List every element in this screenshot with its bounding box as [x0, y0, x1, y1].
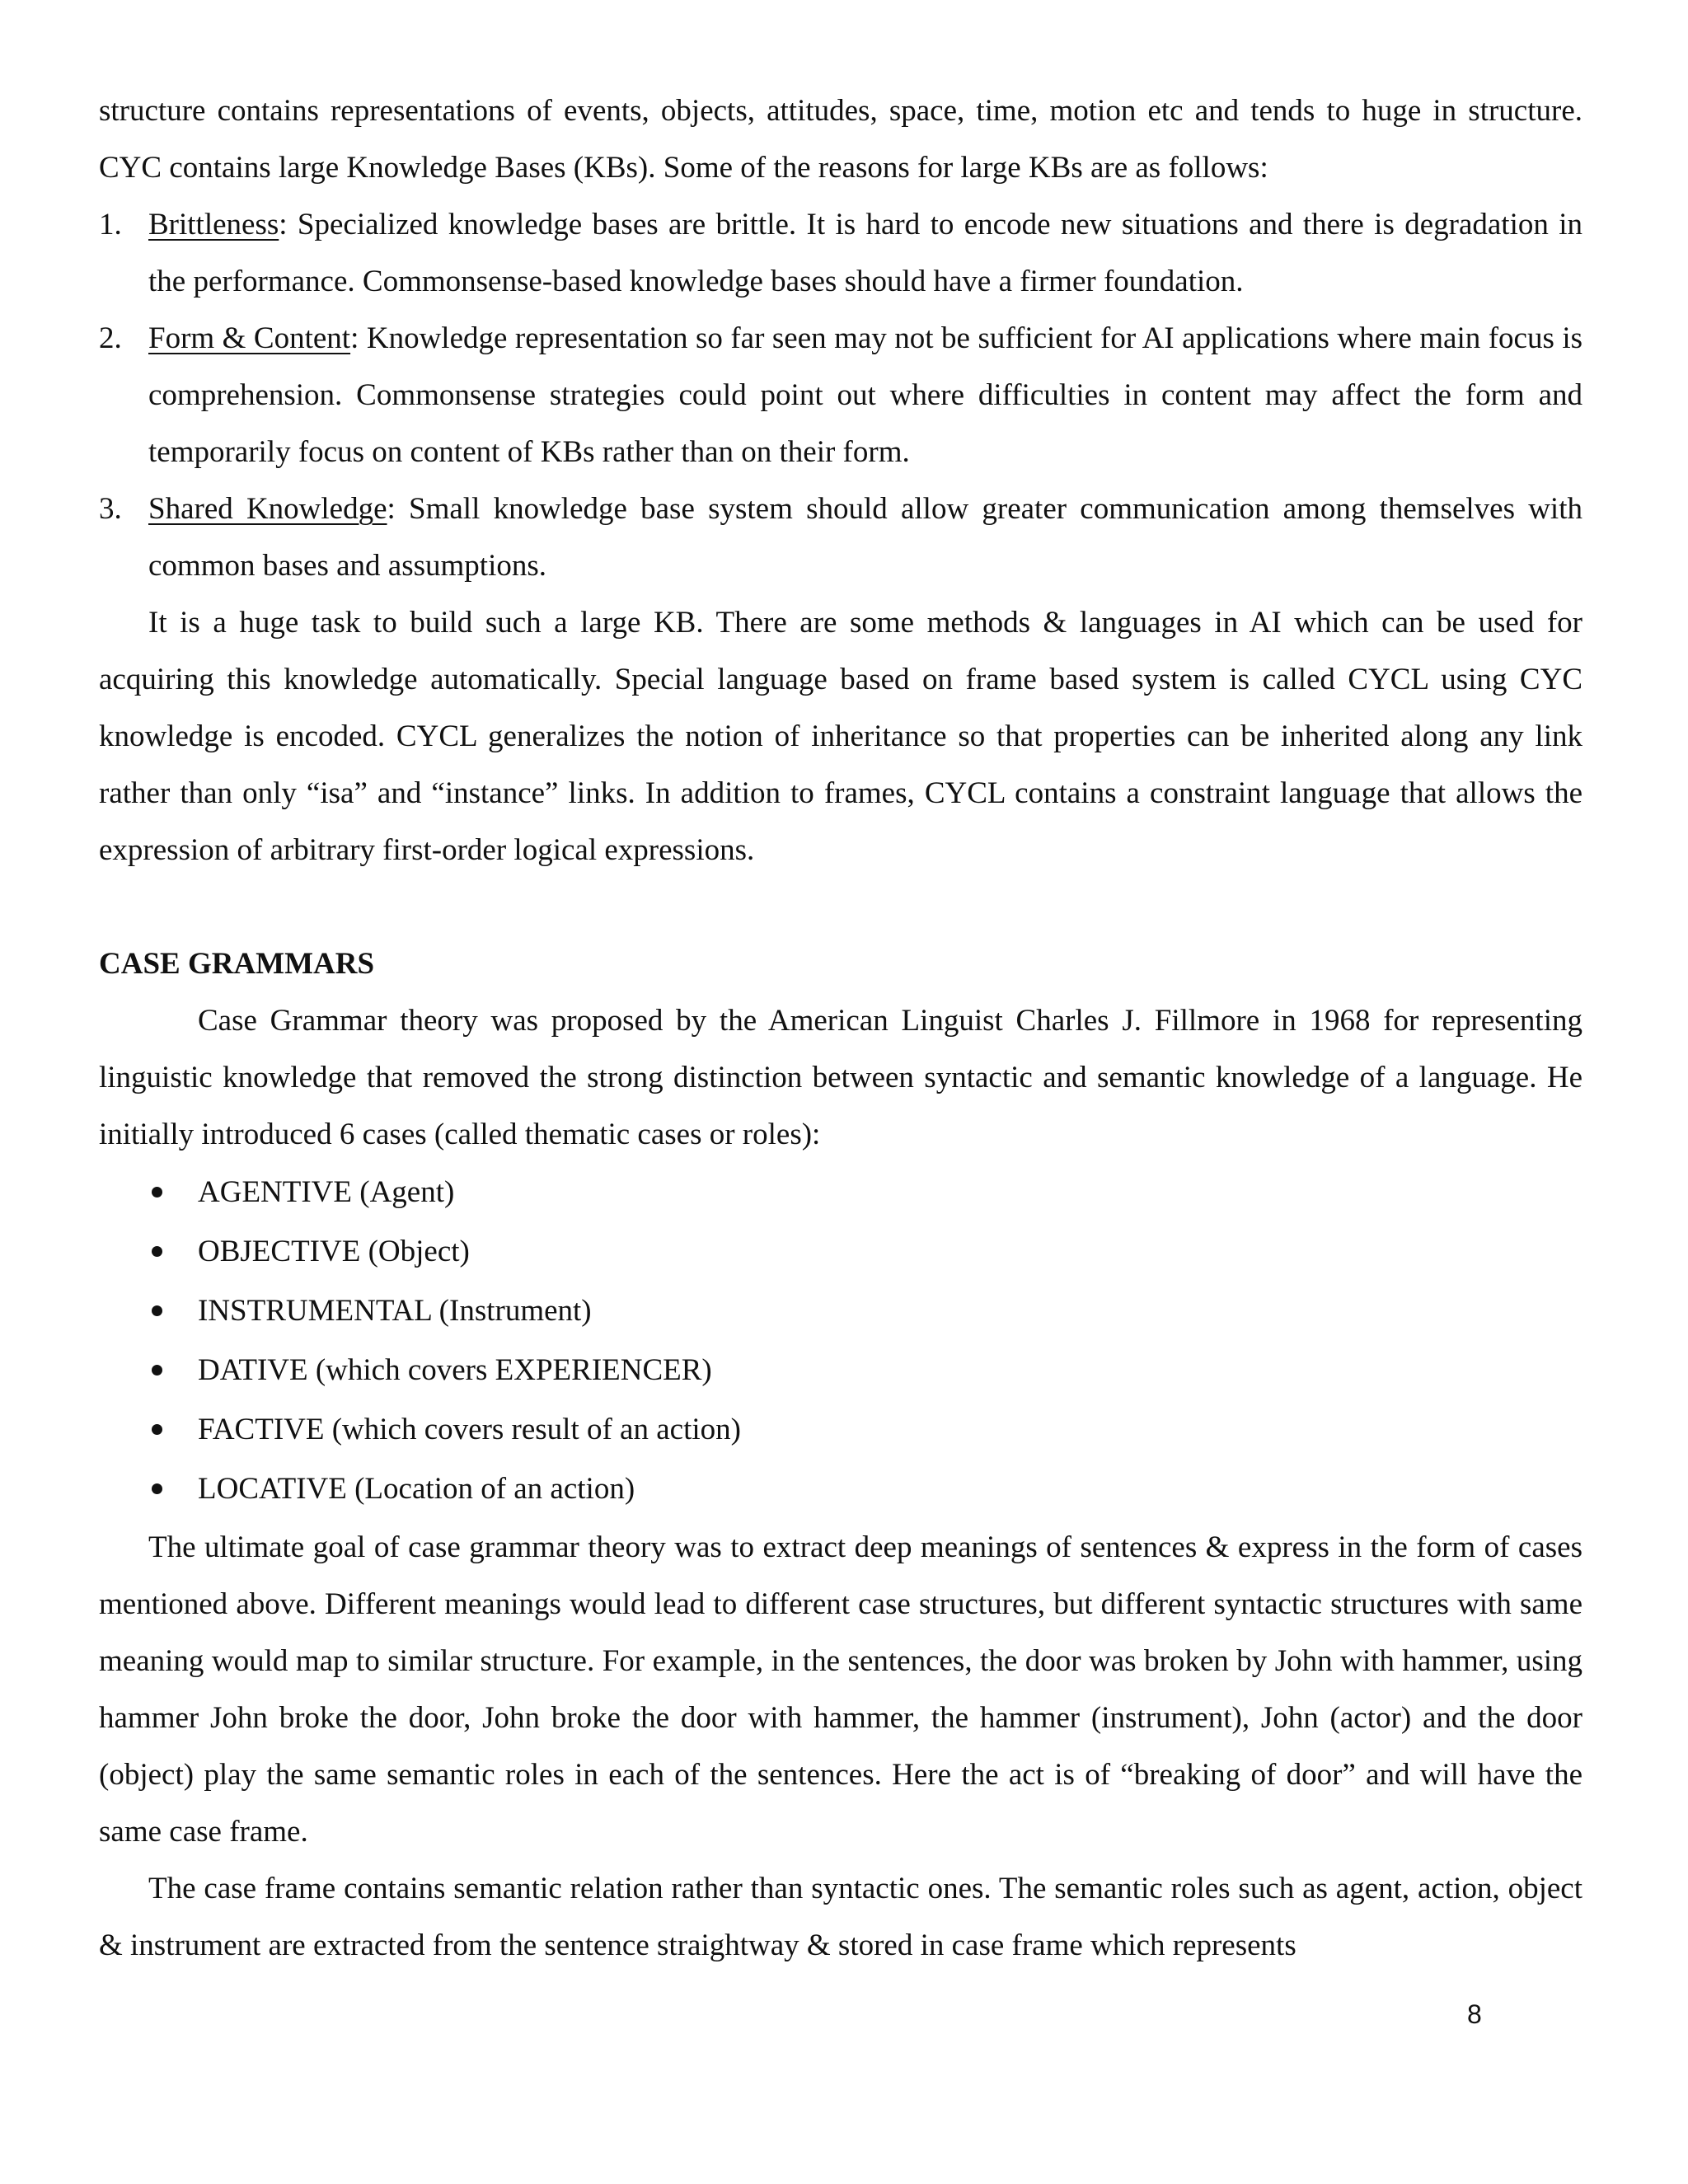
- reason-term: Form & Content: [148, 321, 351, 355]
- case-label: LOCATIVE (Location of an action): [198, 1472, 635, 1506]
- reason-item-shared-knowledge: [99, 480, 1582, 594]
- reason-item-brittleness: [99, 196, 1582, 310]
- intro-paragraph: structure contains representations of events, objects, attitudes, space, time, motion etc and tends to huge in structure. CYC contains large Knowledge Bases (KBs). Some of the reasons for large KBs are as follows:: [99, 94, 1582, 185]
- section-spacer: [99, 879, 1582, 935]
- case-label: OBJECTIVE (Object): [198, 1235, 470, 1268]
- document-page: [99, 82, 1582, 1974]
- case-item: [99, 1400, 1582, 1460]
- bullet-icon: [152, 1187, 162, 1197]
- reason-item-form-content: [99, 310, 1582, 480]
- case-grammar-intro: Case Grammar theory was proposed by the American Linguist Charles J. Fillmore in 1968 for representing linguistic knowledge that removed the strong distinction between syntactic and semantic knowledge of a language. He initially introduced 6 cases (called thematic cases or roles):: [99, 1004, 1582, 1151]
- case-label: DATIVE (which covers EXPERIENCER): [198, 1353, 712, 1387]
- case-item: [99, 1222, 1582, 1282]
- reason-term: Brittleness: [148, 208, 279, 241]
- case-item: [99, 1163, 1582, 1222]
- bullet-icon: [152, 1246, 162, 1257]
- reason-text: : Small knowledge base system should allow greater communication among themselves with common bases and assumptions.: [148, 492, 1582, 583]
- reason-term: Shared Knowledge: [148, 492, 387, 526]
- bullet-icon: [152, 1365, 162, 1376]
- reason-text: : Knowledge representation so far seen may not be sufficient for AI applications where main focus is comprehension. Commonsense strategies could point out where difficulties in content may affect the form and temporarily focus on content of KBs rather than on their form.: [148, 321, 1583, 469]
- cycl-paragraph: It is a huge task to build such a large KB. There are some methods & languages in AI which can be used for acquiring this knowledge automatically. Special language based on frame based system is called CYCL using CYC knowledge is encoded. CYCL generalizes the notion of inheritance so that properties can be inherited along any link rather than only “isa” and “instance” links. In addition to frames, CYCL contains a constraint language that allows the expression of arbitrary first-order logical expressions.: [99, 606, 1582, 867]
- page-number: 8: [1467, 1999, 1482, 2029]
- case-item: [99, 1282, 1582, 1341]
- reasons-list: [99, 196, 1582, 594]
- cases-list: [99, 1163, 1582, 1519]
- section-heading: CASE GRAMMARS: [99, 947, 375, 981]
- bullet-icon: [152, 1424, 162, 1435]
- case-frame-paragraph: The case frame contains semantic relation rather than syntactic ones. The semantic roles such as agent, action, object & instrument are extracted from the sentence straightway & stored in case frame which represents: [99, 1872, 1582, 1962]
- bullet-icon: [152, 1305, 162, 1316]
- reason-number: 3.: [99, 492, 122, 526]
- case-label: FACTIVE (which covers result of an action): [198, 1413, 741, 1446]
- case-label: AGENTIVE (Agent): [198, 1175, 455, 1209]
- reason-number: 2.: [99, 321, 122, 355]
- case-label: INSTRUMENTAL (Instrument): [198, 1294, 592, 1328]
- case-item: [99, 1460, 1582, 1519]
- case-item: [99, 1341, 1582, 1400]
- goal-paragraph: The ultimate goal of case grammar theory was to extract deep meanings of sentences & express in the form of cases mentioned above. Different meanings would lead to different case structures, but different syntactic structures with same meaning would map to similar structure. For example, in the sentences, the door was broken by John with hammer, using hammer John broke the door, John broke the door with hammer, the hammer (instrument), John (actor) and the door (object) play the same semantic roles in each of the sentences. Here the act is of “breaking of door” and will have the same case frame.: [99, 1530, 1582, 1849]
- reason-text: : Specialized knowledge bases are brittle. It is hard to encode new situations and there is degradation in the performance. Commonsense-based knowledge bases should have a firmer foundation.: [148, 208, 1582, 298]
- bullet-icon: [152, 1483, 162, 1494]
- reason-number: 1.: [99, 208, 122, 241]
